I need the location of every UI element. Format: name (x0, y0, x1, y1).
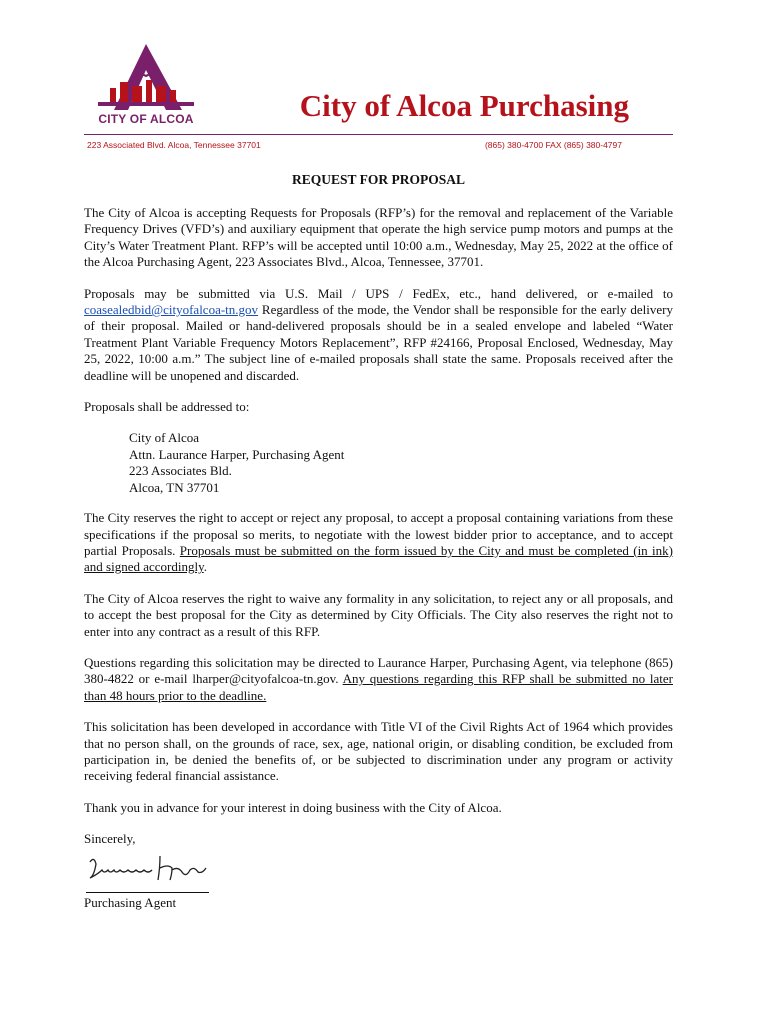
handwritten-signature-icon (86, 852, 210, 886)
submission-email-link[interactable]: coasealedbid@cityofalcoa-tn.gov (84, 302, 259, 318)
address-line: City of Alcoa (129, 430, 200, 446)
header-address: 223 Associated Blvd. Alcoa, Tennessee 37701 (87, 140, 261, 150)
reservation-underlined: Proposals must be submitted on the form issued by the City and must be completed (in ink) and signed accordingly (84, 542, 674, 575)
header-divider (84, 134, 673, 135)
paragraph-thanks: Thank you in advance for your interest in doing business with the City of Alcoa. (84, 799, 502, 815)
paragraph-reservation (84, 510, 673, 576)
page-title: City of Alcoa Purchasing (299, 88, 629, 123)
paragraph-questions (84, 655, 673, 704)
letter-body (84, 205, 673, 911)
submission-text-end: Regardless of the mode, the Vendor shall be responsible for the early delivery of their proposal. Mailed or hand-delivered proposals should be in a sealed envelope and labeled “Water Treatment Plant Variable Frequency Motors Replacement”, RFP #24166, Proposal Enclosed, Wednesday, May 25, 2022, 10:00 a.m.” The subject line of e-mailed proposals shall state the same. Proposals received after the deadline will be unopened and discarded. (84, 302, 673, 383)
reservation-text: The City reserves the right to accept or reject any proposal, to accept a proposal containing variations from these specifications if the proposal so merits, to negotiate with the lowest bidder prior to acceptance, and to accept partial Proposals. (84, 510, 673, 558)
header-phone-fax: (865) 380-4700 FAX (865) 380-4797 (484, 140, 622, 150)
questions-text: Questions regarding this solicitation may be directed to Laurance Harper, Purchasing Agent, via telephone (865) 380-4822 or e-mail lharper@cityofalcoa-tn.gov. (84, 654, 673, 687)
reservation-end: . (203, 559, 207, 575)
logo-text: CITY OF ALCOA (98, 112, 194, 126)
paragraph-civil-rights: This solicitation has been developed in accordance with Title VI of the Civil Rights Act of 1964 which provides that no person shall, on the grounds of race, sex, age, national origin, or disabling condition, be excluded from participation in, be denied the benefits of, or be subjected to discrimination under any program or activity receiving federal financial assistance. (84, 719, 673, 784)
address-line: Attn. Laurance Harper, Purchasing Agent (129, 446, 345, 462)
signature-line (86, 892, 209, 893)
address-line: 223 Associates Bld. (129, 463, 232, 479)
signer-title: Purchasing Agent (84, 895, 177, 910)
questions-underlined: Any questions regarding this RFP shall be submitted no later than 48 hours prior to the deadline. (84, 671, 673, 703)
signature (86, 852, 673, 893)
paragraph-waiver: The City of Alcoa reserves the right to waive any formality in any solicitation, to reject any or all proposals, and to accept the best proposal for the City as determined by City Officials. The City also reserves the right not to enter into any contract as a result of this RFP. (84, 590, 673, 639)
address-line: Alcoa, TN 37701 (129, 479, 220, 495)
mailing-address (129, 430, 673, 496)
paragraph-intro: The City of Alcoa is accepting Requests for Proposals (RFP’s) for the removal and replacement of the Variable Frequency Drives (VFD’s) and auxiliary equipment that operate the high service pump motors and pumps at the City’s Water Treatment Plant. RFP’s will be accepted until 10:00 a.m., Wednesday, May 25, 2022 at the office of the Alcoa Purchasing Agent, 223 Associates Blvd., Alcoa, Tennessee, 37701. (84, 205, 673, 270)
closing: Sincerely, (84, 831, 136, 847)
document-heading: REQUEST FOR PROPOSAL (291, 172, 466, 187)
submission-text-start: Proposals may be submitted via U.S. Mail / UPS / FedEx, etc., hand delivered, or e-mailed to (84, 285, 673, 301)
paragraph-addressed: Proposals shall be addressed to: (84, 399, 250, 415)
paragraph-submission (84, 286, 673, 384)
